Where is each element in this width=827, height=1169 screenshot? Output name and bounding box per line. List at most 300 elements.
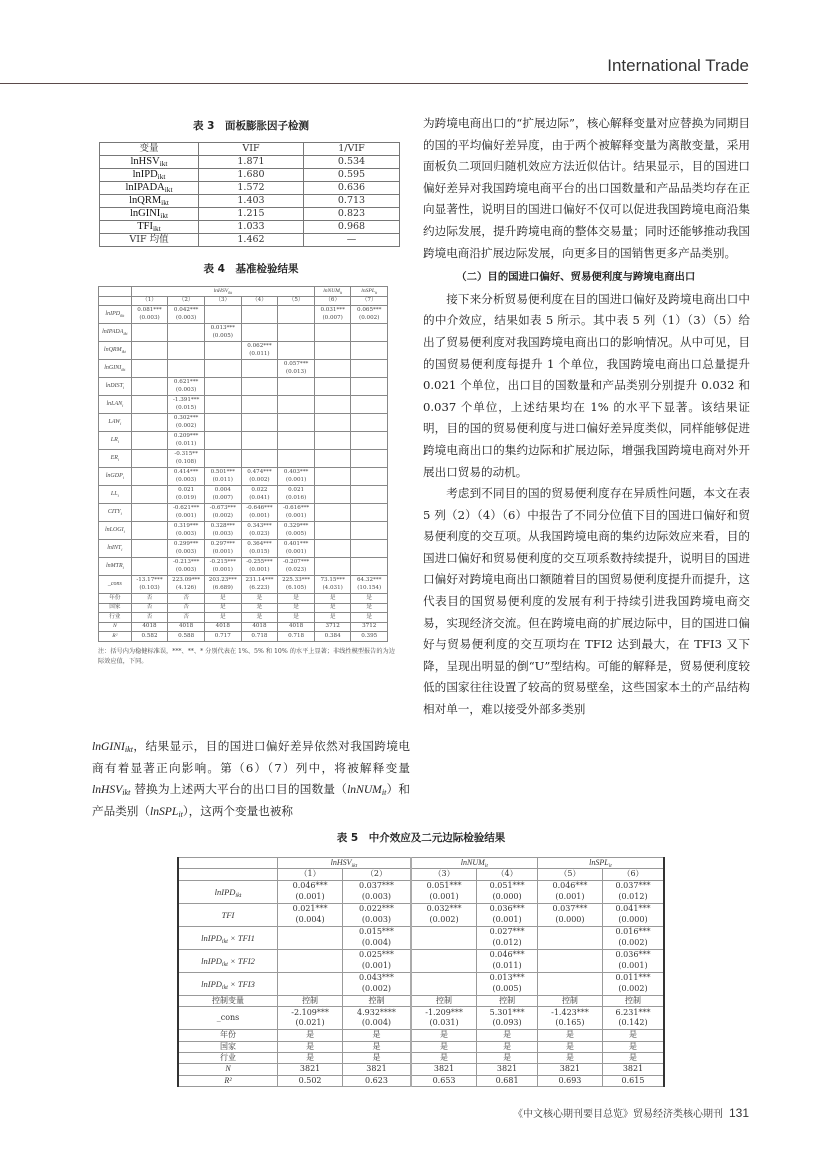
table4-cell (168, 486, 205, 504)
table3-mean-label: VIF 均值 (100, 234, 199, 247)
table4-cell (241, 522, 278, 540)
table3-row (100, 182, 400, 195)
table4-variable (99, 486, 132, 504)
table4-cell (204, 432, 241, 450)
coefficient: -13.17*** (136, 577, 163, 584)
table4-variable (99, 414, 132, 432)
variable-subscript: ikt (161, 198, 169, 207)
coefficient: 0.022 (251, 487, 268, 494)
coefficient: 203.23*** (208, 577, 237, 584)
variable-name: lnSPL (361, 287, 375, 294)
table4-cell (278, 504, 315, 522)
table4-cell (168, 324, 205, 342)
table4-col-header: （1） (131, 296, 168, 306)
table5-cell (603, 949, 664, 972)
table4-fixed-value: 是 (351, 603, 388, 613)
table4-fixed-value: 否 (131, 603, 168, 613)
table4-row (99, 414, 388, 432)
table4-cell (351, 468, 388, 486)
variable-name: lnHSV (213, 287, 229, 294)
coefficient: 0.046*** (552, 881, 588, 891)
table5-fixed-value: 是 (343, 1030, 411, 1041)
variable-name: lnHSV (130, 156, 160, 167)
variable-suffix: × TFI3 (227, 978, 255, 989)
table3-inv-vif-value: 0.595 (304, 169, 400, 182)
table5-cell (603, 1007, 664, 1030)
coefficient: 223.09*** (172, 577, 201, 584)
table5-cell (278, 949, 343, 972)
variable-subscript: i (120, 510, 122, 516)
std-error: (0.001) (361, 960, 392, 970)
table5-fixed-label: 年份 (178, 1030, 278, 1041)
coefficient: 0.004 (214, 487, 231, 494)
variable-name: lnGINI (129, 208, 161, 219)
std-error: (0.004) (361, 1018, 392, 1028)
std-error: (0.003) (175, 548, 197, 555)
table4-cell (351, 324, 388, 342)
table4-fixed-value: 是 (241, 603, 278, 613)
table4-cell (131, 540, 168, 558)
table4-cell (131, 324, 168, 342)
table5-control-value: 控制 (411, 995, 477, 1006)
coefficient: -0.215*** (209, 559, 236, 566)
variable-subscript: it (484, 863, 488, 869)
table4-cell (351, 504, 388, 522)
table4-cell (204, 324, 241, 342)
table4-cell (278, 522, 315, 540)
table5-row (178, 880, 664, 903)
table4-fixed-value: 否 (168, 613, 205, 623)
table5-row (178, 926, 664, 949)
table5-r2-row (178, 1075, 664, 1086)
table4-fixed-value: 是 (204, 603, 241, 613)
variable-subscript: i (120, 420, 122, 426)
variable-subscript: it (339, 290, 343, 295)
coefficient: -0.213*** (172, 559, 200, 566)
table5-block (177, 830, 665, 1087)
table4-note: 注：括号内为稳健标准误，***、**、* 分别代表在 1%、5% 和 10% 的水平上显著；非线性模型报告的为边际效应值，下同。 (98, 647, 395, 665)
table5-cell (411, 880, 477, 903)
std-error: (0.001) (212, 548, 233, 555)
table4-fixed-value: 是 (351, 613, 388, 623)
std-error: (0.003) (212, 530, 233, 537)
table5-stat-value: 3821 (278, 1064, 343, 1075)
table4-cell (314, 522, 351, 540)
coefficient: 0.051*** (489, 881, 525, 891)
table4-cell (278, 432, 315, 450)
table4-cell (278, 468, 315, 486)
table4-cell (204, 504, 241, 522)
coefficient: -0.673*** (209, 505, 236, 512)
table5-fixed-value: 是 (537, 1030, 602, 1041)
variable-name: lnLAN (106, 400, 123, 407)
table4-row (99, 342, 388, 360)
coefficient: 0.057*** (283, 361, 309, 368)
table3-variable (100, 208, 199, 221)
table3-variable (100, 169, 199, 182)
inline-text: ，结果显示，目的国进口偏好差异依然对我国跨境电商有着显著正向影响。第（6）（7）列中，将被解释变量 (92, 739, 410, 775)
coefficient: 0.081*** (137, 307, 162, 314)
coefficient: -0.646*** (246, 505, 273, 512)
coefficient: 0.299*** (173, 541, 199, 548)
coefficient: 0.329*** (283, 523, 309, 530)
table4-col-header: （5） (278, 296, 315, 306)
table4-cell (168, 558, 205, 576)
table4-stat-value: 0.582 (131, 632, 168, 642)
table4-cell (204, 540, 241, 558)
table4-fixed-label: 国家 (99, 603, 132, 613)
table4-cell (204, 414, 241, 432)
table5-group-header (411, 858, 538, 869)
table4-stat-value: 0.718 (278, 632, 315, 642)
table5-variable (178, 903, 278, 926)
table4-cell (351, 396, 388, 414)
std-error: (0.015) (175, 404, 197, 411)
table3-inv-vif-value: 0.823 (304, 208, 400, 221)
table4-stat-value: 4018 (241, 622, 278, 632)
table5-stat-value: 3821 (603, 1064, 664, 1075)
table5-cell (343, 972, 411, 995)
coefficient: 0.414*** (173, 469, 199, 476)
table4-col-header: （3） (204, 296, 241, 306)
std-error: (0.001) (175, 512, 197, 519)
table5-cell (537, 903, 602, 926)
running-header-title: International Trade (607, 56, 749, 75)
table5-stat-value: 0.681 (477, 1075, 538, 1086)
variable-subscript: ikt (221, 984, 228, 991)
table5-fixed-row (178, 1030, 664, 1041)
table4-variable (99, 450, 132, 468)
table5-stat-label: N (178, 1064, 278, 1075)
coefficient: 0.209*** (173, 433, 199, 440)
right-column (423, 113, 750, 721)
variable-suffix: × TFI2 (227, 955, 255, 966)
variable-subscript: ikt (235, 892, 242, 899)
coefficient: 0.062*** (247, 343, 272, 350)
coefficient: -1.391*** (172, 397, 200, 404)
table4-cell (204, 558, 241, 576)
std-error: (0.002) (361, 983, 392, 993)
std-error: (0.005) (212, 332, 233, 339)
std-error: (0.016) (285, 494, 307, 501)
table4-row (99, 396, 388, 414)
table4-cell (351, 432, 388, 450)
table4-cell (314, 306, 351, 324)
variable-name: lnDIST (105, 382, 123, 389)
std-error: (0.142) (618, 1018, 648, 1028)
table5-mediation (177, 857, 665, 1087)
table5-fixed-row (178, 1053, 664, 1064)
table4-caption: 表 4 基准检验结果 (203, 263, 299, 275)
variable-name: lnHSV (330, 858, 352, 867)
table4-cell (204, 342, 241, 360)
table5-fixed-value: 是 (411, 1030, 477, 1041)
coefficient: 0.297*** (210, 541, 235, 548)
variable-name: lnNUM (323, 287, 340, 294)
table4-cell (351, 360, 388, 378)
table4-variable (99, 324, 132, 342)
std-error: (6.105) (285, 584, 307, 591)
table4-cell (131, 432, 168, 450)
table3-vif-value: 1.033 (199, 221, 304, 234)
inline-subscript: ikt (122, 788, 131, 798)
table4-fixed-value: 是 (278, 613, 315, 623)
table4-corner (99, 296, 132, 306)
table4-r2-row (99, 632, 388, 642)
table4-variable (99, 342, 132, 360)
table5-cons-label: _cons (178, 1007, 278, 1030)
table5-fixed-value: 是 (278, 1030, 343, 1041)
table4-cell (278, 576, 315, 594)
table4-stat-value: 4018 (168, 622, 205, 632)
table4-cell (131, 522, 168, 540)
std-error: (0.001) (295, 891, 325, 901)
table3-inv-vif-value: 0.713 (304, 195, 400, 208)
variable-name: lnQRM (103, 346, 122, 353)
table5-cell (411, 903, 477, 926)
table4-cell (241, 540, 278, 558)
coefficient: 0.041*** (615, 904, 651, 914)
table4-cell (131, 396, 168, 414)
table4-cell (168, 522, 205, 540)
table4-variable (99, 432, 132, 450)
variable-subscript: i (117, 492, 119, 498)
table5-cell (603, 903, 664, 926)
table4-cell (241, 576, 278, 594)
table3-header-row (100, 143, 400, 156)
coefficient: 0.501*** (210, 469, 235, 476)
table5-fixed-value: 是 (537, 1041, 602, 1052)
table4-cell (314, 414, 351, 432)
table4-cell (278, 558, 315, 576)
left-paragraph (92, 736, 410, 822)
table4-cell (278, 414, 315, 432)
table4-cell (314, 504, 351, 522)
table5-corner (178, 858, 278, 869)
table4-cell (278, 306, 315, 324)
std-error: (0.023) (285, 566, 307, 573)
table4-fixed-value: 是 (314, 594, 351, 604)
table4-cell (168, 414, 205, 432)
std-error: (0.003) (175, 386, 197, 393)
table5-corner (178, 869, 278, 880)
coefficient: 0.046*** (489, 950, 525, 960)
coefficient: 0.042*** (173, 307, 199, 314)
std-error: (0.013) (285, 368, 307, 375)
table5-control-row (178, 995, 664, 1006)
coefficient: 0.016*** (615, 927, 651, 937)
coefficient: 0.013*** (489, 973, 525, 983)
inline-subscript: it (381, 788, 387, 798)
table4-variable (99, 504, 132, 522)
table5-cell (278, 880, 343, 903)
table4-cell (241, 396, 278, 414)
std-error: (0.011) (212, 476, 233, 483)
table3-variable (100, 195, 199, 208)
table5-cell (278, 1007, 343, 1030)
table5-cell (343, 949, 411, 972)
std-error: (6.223) (249, 584, 270, 591)
coefficient: -0.255*** (246, 559, 273, 566)
coefficient: 0.021*** (292, 904, 328, 914)
table5-stat-value: 3821 (477, 1064, 538, 1075)
table5-cell (537, 880, 602, 903)
variable-name: lnIPD (132, 169, 158, 180)
table4-cell (278, 540, 315, 558)
table4-cell (131, 378, 168, 396)
table5-cons-row (178, 1007, 664, 1030)
table4-stat-value: 4018 (278, 622, 315, 632)
variable-subscript: i (122, 402, 124, 408)
table4-variable (99, 378, 132, 396)
std-error: (0.001) (249, 512, 270, 519)
std-error: (10.154) (357, 584, 382, 591)
table5-stat-value: 0.623 (343, 1075, 411, 1086)
table4-cell (241, 486, 278, 504)
coefficient: 0.022*** (359, 904, 394, 914)
table4-variable (99, 396, 132, 414)
table4-col-row (99, 296, 388, 306)
table4-fixed-value: 是 (278, 594, 315, 604)
table4-cell (278, 396, 315, 414)
table4-cell (131, 486, 168, 504)
variable-name: lnNUM (460, 858, 485, 867)
std-error: (0.031) (429, 1018, 459, 1028)
table3-vif-value: 1.215 (199, 208, 304, 221)
table5-col-header: （3） (411, 869, 477, 880)
table4-stat-value: 0.384 (314, 632, 351, 642)
variable-name: ER (110, 454, 118, 461)
std-error: (0.002) (175, 422, 197, 429)
variable-name: lnGDP (105, 472, 123, 479)
coefficient: 0.037*** (552, 904, 588, 914)
table4-variable (99, 540, 132, 558)
table3-col-header: 变量 (100, 143, 199, 156)
std-error: (0.004) (361, 937, 392, 947)
table4-cell (168, 432, 205, 450)
table4-row (99, 576, 388, 594)
std-error: (0.103) (139, 584, 160, 591)
table5-col-header: （1） (278, 869, 343, 880)
left-column (92, 118, 410, 667)
table5-control-value: 控制 (603, 995, 664, 1006)
table5-control-label: 控制变量 (178, 995, 278, 1006)
page-number: 131 (728, 1106, 749, 1120)
coefficient: 0.031*** (320, 307, 345, 314)
table5-cell (411, 926, 477, 949)
std-error: (0.001) (429, 891, 459, 901)
table4-cell (314, 342, 351, 360)
table4-cell (241, 306, 278, 324)
std-error: (0.003) (175, 530, 197, 537)
inline-text: ）和产品类别（ (92, 782, 410, 818)
coefficient: 73.15*** (320, 577, 345, 584)
std-error: (0.002) (359, 314, 380, 321)
variable-subscript: i (123, 528, 125, 534)
table4-cell (131, 450, 168, 468)
std-error: (0.004) (295, 914, 325, 924)
table4-cell (168, 360, 205, 378)
table4-cell (314, 396, 351, 414)
inline-variable: lnGINI (92, 740, 125, 753)
std-error: (0.015) (249, 548, 270, 555)
table4-group-header (314, 287, 351, 297)
std-error: (0.001) (618, 960, 648, 970)
table4-row (99, 522, 388, 540)
table4-corner (99, 287, 132, 297)
std-error: (0.003) (175, 566, 197, 573)
table3-col-header: 1/VIF (304, 143, 400, 156)
table5-fixed-value: 是 (278, 1053, 343, 1064)
variable-subscript: ikt (121, 366, 126, 372)
coefficient: 0.021 (288, 487, 305, 494)
table5-fixed-value: 是 (411, 1053, 477, 1064)
table4-group-header (351, 287, 388, 297)
std-error: (0.011) (249, 350, 270, 357)
table4-stat-value: 4018 (131, 622, 168, 632)
std-error: (0.003) (175, 476, 197, 483)
table5-cell (477, 926, 538, 949)
coefficient: 0.364*** (247, 541, 272, 548)
table5-stat-value: 3821 (411, 1064, 477, 1075)
variable-subscript: i (121, 546, 123, 552)
table5-cell (343, 1007, 411, 1030)
variable-name: lnLOGI (104, 526, 124, 533)
inline-subscript: ikt (124, 745, 133, 754)
coefficient: 0.403*** (283, 469, 309, 476)
table4-cell (351, 342, 388, 360)
table5-group-row (178, 858, 664, 869)
table4-cell (351, 450, 388, 468)
coefficient: 0.621*** (173, 379, 199, 386)
table5-cell (278, 926, 343, 949)
variable-subscript: ikt (164, 185, 173, 194)
std-error: (0.000) (618, 914, 648, 924)
table4-cell (351, 558, 388, 576)
table4-cell (278, 360, 315, 378)
variable-subscript: i (117, 438, 119, 444)
table5-cell (477, 903, 538, 926)
table3-row (100, 156, 400, 169)
table3-inv-vif-value: 0.534 (304, 156, 400, 169)
table4-cell (314, 432, 351, 450)
table4-variable (99, 468, 132, 486)
table4-cell (351, 306, 388, 324)
std-error: (0.001) (249, 566, 270, 573)
table4-cell (278, 450, 315, 468)
table5-fixed-value: 是 (343, 1053, 411, 1064)
variable-subscript: ikt (160, 211, 169, 220)
table5-fixed-value: 是 (278, 1041, 343, 1052)
table5-cell (343, 880, 411, 903)
footer-journal: 《中文核心期刊要目总览》贸易经济类核心期刊 (512, 1109, 723, 1120)
coefficient: -0.616*** (282, 505, 310, 512)
variable-name: lnIPADA (125, 182, 165, 193)
table4-cell (204, 360, 241, 378)
table4-col-header: （6） (314, 296, 351, 306)
table3-vif-value: 1.871 (199, 156, 304, 169)
coefficient: -0.621*** (172, 505, 200, 512)
table4-cell (241, 324, 278, 342)
table5-control-value: 控制 (278, 995, 343, 1006)
coefficient: 0.302*** (173, 415, 199, 422)
table5-control-value: 控制 (343, 995, 411, 1006)
table5-cell (343, 926, 411, 949)
table4-n-row (99, 622, 388, 632)
table4-cell (314, 324, 351, 342)
table4-fixed-value: 是 (204, 613, 241, 623)
table5-cell (343, 903, 411, 926)
